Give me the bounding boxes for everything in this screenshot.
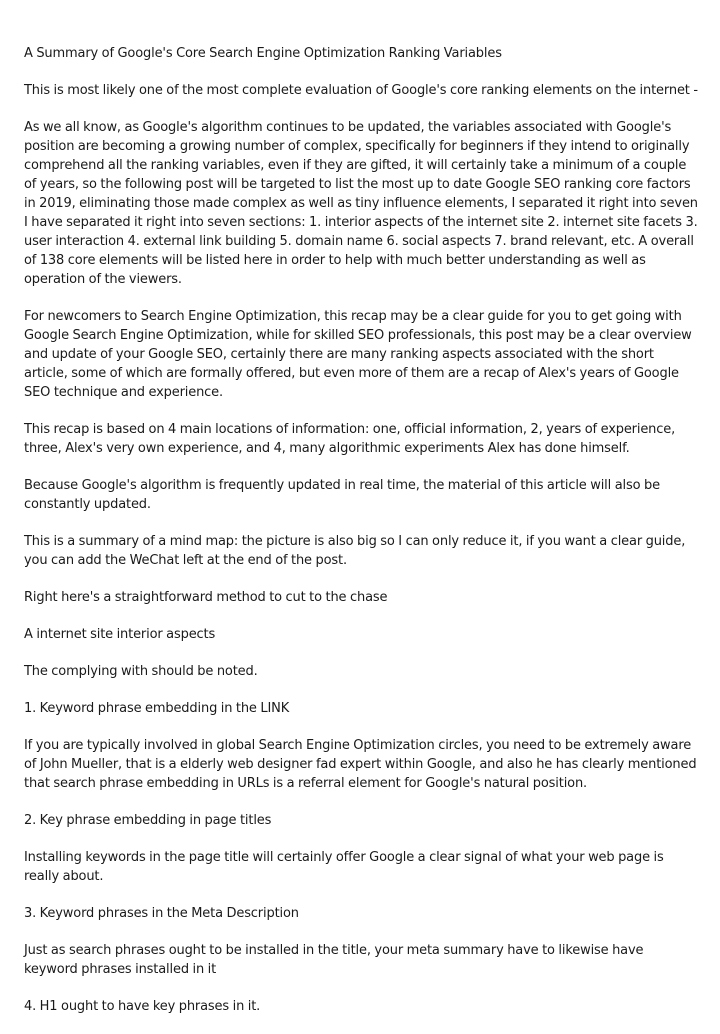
paragraph-page-title: Installing keywords in the page title will certainly offer Google a clear signal of what your web page is really about. [24, 850, 664, 884]
paragraph-noted: The complying with should be noted. [24, 664, 258, 679]
paragraph-updates: Because Google's algorithm is frequently updated in real time, the material of this article will also be constantly updated. [24, 478, 660, 512]
item-heading-meta-description: 3. Keyword phrases in the Meta Description [24, 906, 299, 921]
paragraph-john-mueller: If you are typically involved in global Search Engine Optimization circles, you need to be extremely aware of John Mueller, that is a elderly web designer fad expert within Google, and also he has clearly mentioned that search phrase embedding in URLs is a referral element for Google's natural position. [24, 738, 697, 791]
paragraph-meta-summary: Just as search phrases ought to be installed in the title, your meta summary have to likewise have keyword phrases installed in it [24, 943, 644, 977]
document-body [24, 44, 700, 1034]
paragraph-sources: This recap is based on 4 main locations of information: one, official information, 2, years of experience, three, Alex's very own experience, and 4, many algorithmic experiments Alex has done himself. [24, 422, 676, 456]
intro-paragraph: This is most likely one of the most complete evaluation of Google's core ranking elements on the internet - [24, 83, 698, 98]
item-heading-h1: 4. H1 ought to have key phrases in it. [24, 999, 261, 1014]
paragraph-chase: Right here's a straightforward method to cut to the chase [24, 590, 388, 605]
section-heading-interior-aspects: A internet site interior aspects [24, 627, 216, 642]
document-title: A Summary of Google's Core Search Engine Optimization Ranking Variables [24, 46, 502, 61]
item-heading-keyword-link: 1. Keyword phrase embedding in the LINK [24, 701, 290, 716]
paragraph-algorithm-overview: As we all know, as Google's algorithm continues to be updated, the variables associated with Google's position are becoming a growing number of complex, specifically for beginners if they intend to originally comprehend all the ranking variables, even if they are gifted, it will certainly take a minimum of a couple of years, so the following post will be targeted to list the most up to date Google SEO ranking core factors in 2019, eliminating those made complex as well as tiny influence elements, I separated it right into seven I have separated it right into seven sections: 1. interior aspects of the internet site 2. internet site facets 3. user interaction 4. external link building 5. domain name 6. social aspects 7. brand relevant, etc. A overall of 138 core elements will be listed here in order to help with much better understanding as well as operation of the viewers. [24, 120, 698, 287]
item-heading-page-titles: 2. Key phrase embedding in page titles [24, 813, 272, 828]
paragraph-mind-map: This is a summary of a mind map: the picture is also big so I can only reduce it, if you want a clear guide, you can add the WeChat left at the end of the post. [24, 534, 686, 568]
paragraph-newcomers: For newcomers to Search Engine Optimization, this recap may be a clear guide for you to get going with Google Search Engine Optimization, while for skilled SEO professionals, this post may be a clear overview and update of your Google SEO, certainly there are many ranking aspects associated with the short article, some of which are formally offered, but even more of them are a recap of Alex's years of Google SEO technique and experience. [24, 309, 692, 400]
